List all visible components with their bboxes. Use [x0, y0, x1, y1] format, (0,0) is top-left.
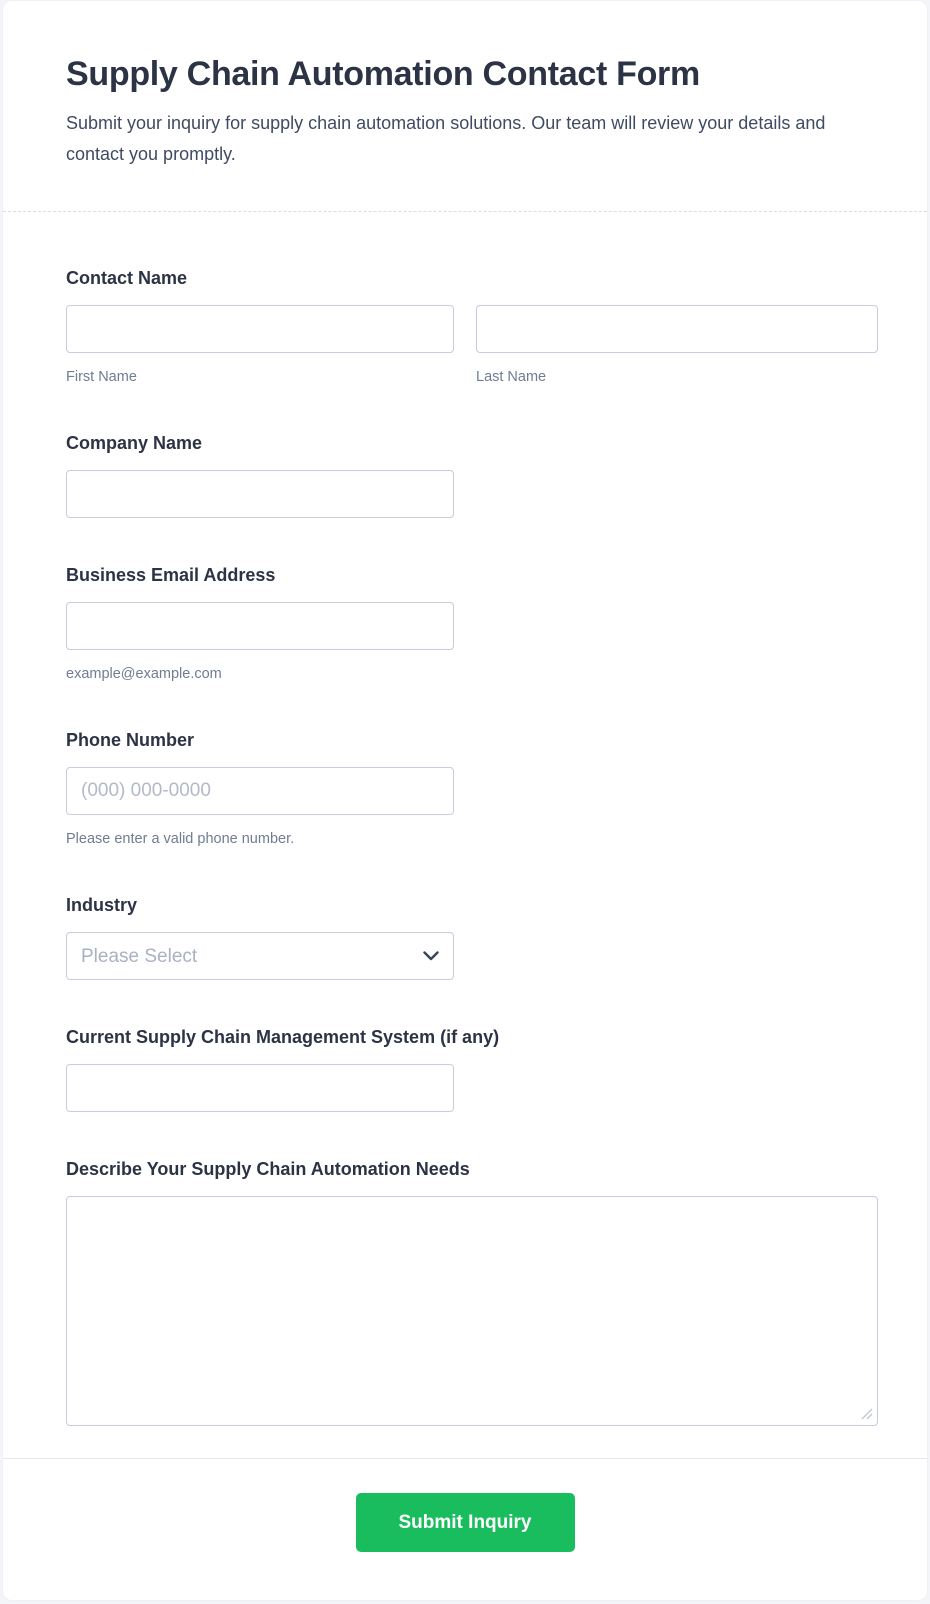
- first-name-column: [66, 305, 454, 386]
- field-company-name: [66, 432, 878, 518]
- phone-number-sublabel: Please enter a valid phone number.: [66, 831, 295, 847]
- company-name-label: Company Name: [66, 433, 203, 453]
- current-system-input[interactable]: [66, 1064, 454, 1112]
- field-current-system: [66, 1026, 878, 1112]
- company-name-input[interactable]: [66, 470, 454, 518]
- form-footer: [3, 1459, 927, 1600]
- field-phone-number: [66, 729, 878, 848]
- phone-number-input[interactable]: [66, 767, 454, 815]
- contact-name-row: [66, 305, 878, 386]
- phone-number-label: Phone Number: [66, 730, 195, 750]
- form-header: [3, 1, 927, 170]
- form-card: [2, 0, 928, 1601]
- last-name-input[interactable]: [476, 305, 878, 353]
- last-name-sublabel: Last Name: [476, 369, 547, 385]
- last-name-column: [476, 305, 878, 386]
- industry-select[interactable]: [66, 932, 454, 980]
- industry-select-wrap: [66, 932, 454, 980]
- automation-needs-wrap: [66, 1196, 878, 1426]
- industry-label: Industry: [66, 895, 138, 915]
- form-subtitle: Submit your inquiry for supply chain automation solutions. Our team will review your details and contact you promptly.: [66, 113, 826, 164]
- field-industry: [66, 894, 878, 980]
- form-body: [3, 212, 927, 1426]
- business-email-input[interactable]: [66, 602, 454, 650]
- field-contact-name: [66, 267, 878, 386]
- form-title: Supply Chain Automation Contact Form: [66, 55, 700, 93]
- automation-needs-textarea[interactable]: [66, 1196, 878, 1426]
- automation-needs-label: Describe Your Supply Chain Automation Needs: [66, 1159, 470, 1179]
- business-email-label: Business Email Address: [66, 565, 276, 585]
- current-system-label: Current Supply Chain Management System (if any): [66, 1027, 500, 1047]
- field-business-email: [66, 564, 878, 683]
- first-name-sublabel: First Name: [66, 369, 137, 385]
- business-email-sublabel: example@example.com: [66, 666, 222, 682]
- field-automation-needs: [66, 1158, 878, 1426]
- contact-name-label: Contact Name: [66, 268, 188, 288]
- submit-button[interactable]: Submit Inquiry: [356, 1493, 575, 1552]
- first-name-input[interactable]: [66, 305, 454, 353]
